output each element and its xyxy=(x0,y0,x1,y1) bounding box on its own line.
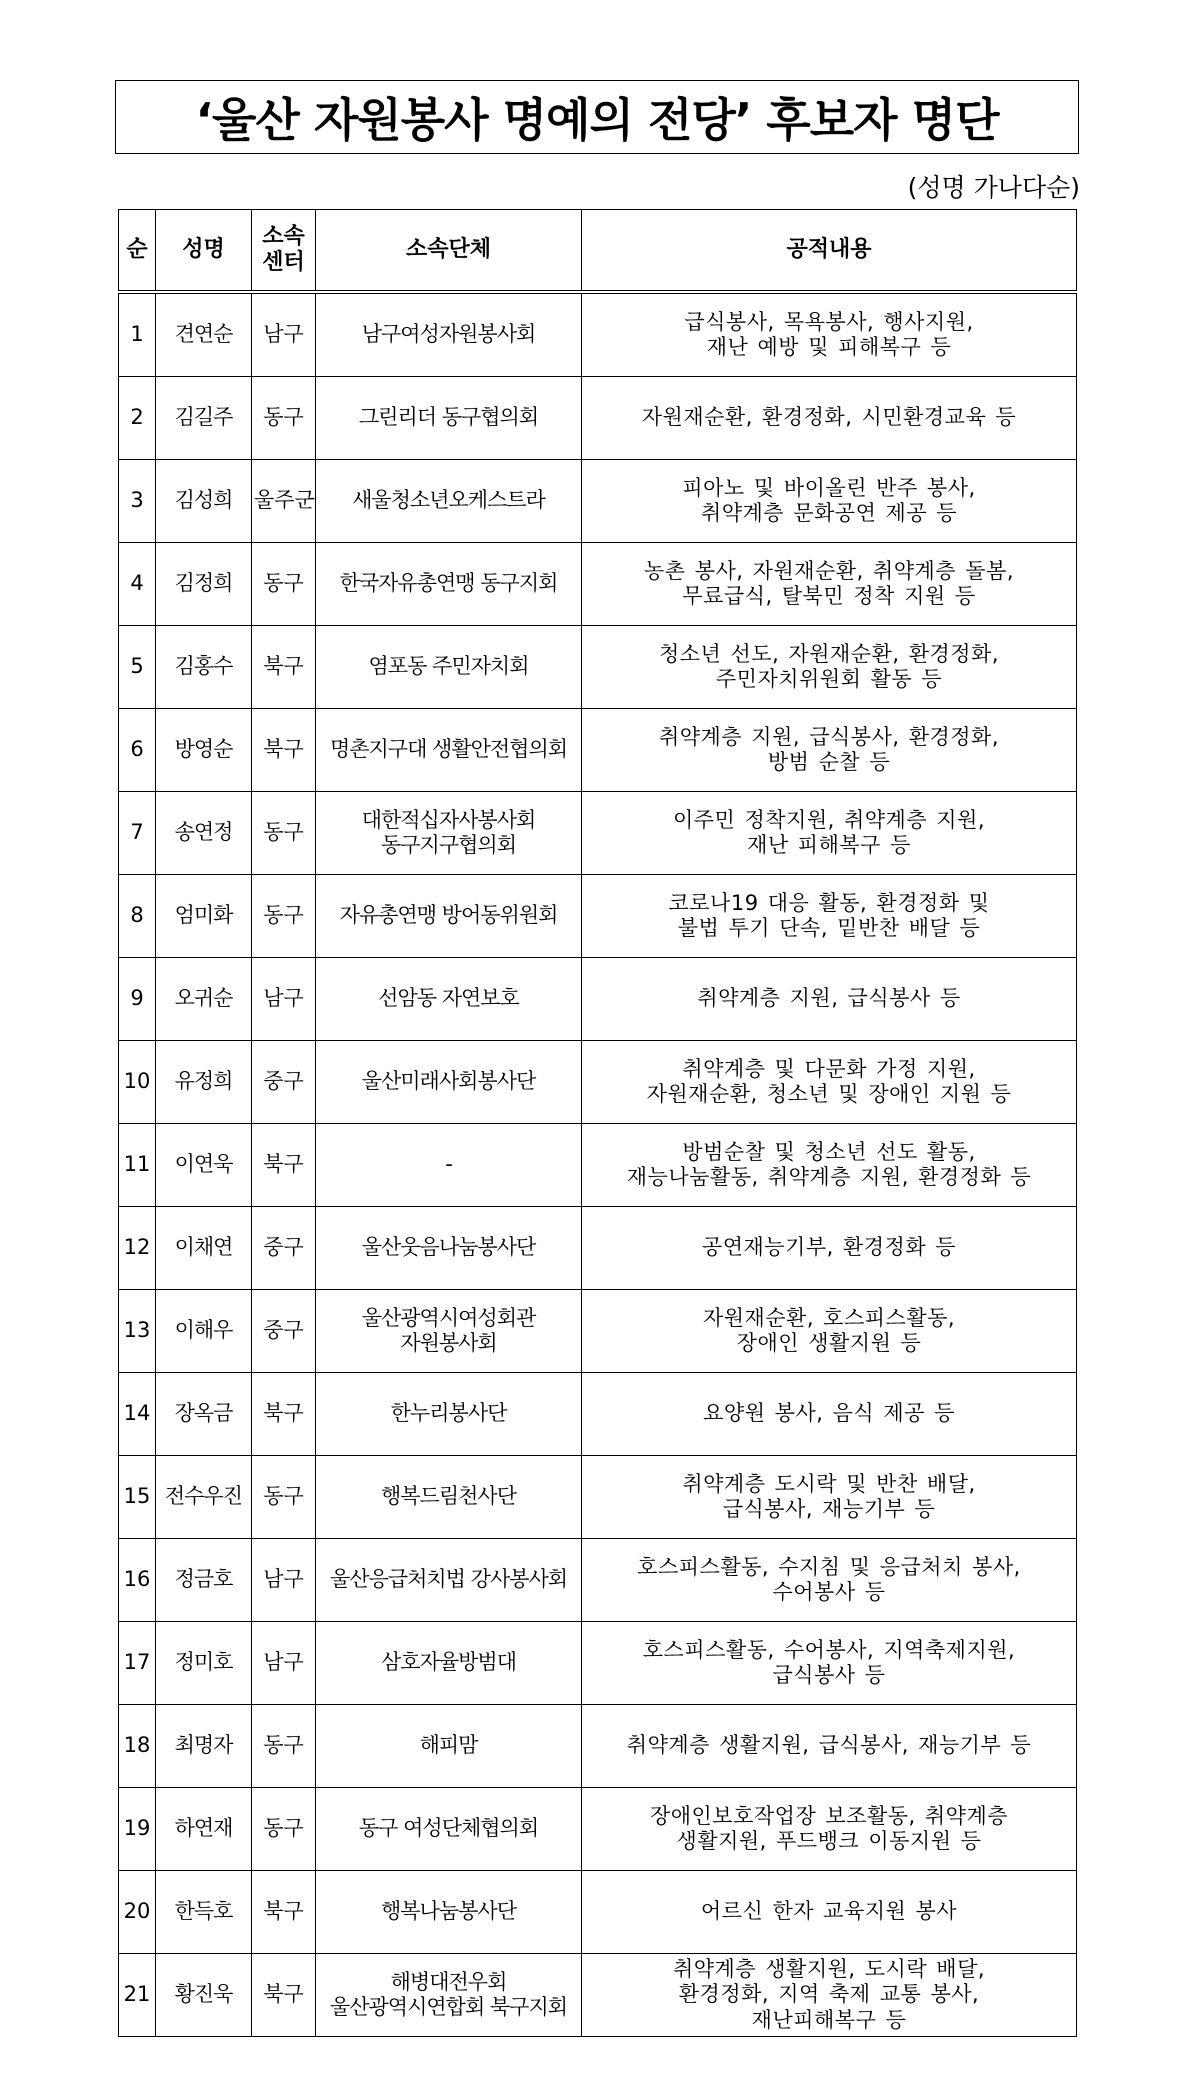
row-no: 18 xyxy=(119,1705,156,1788)
row-org: 울산웃음나눔봉사단 xyxy=(316,1207,582,1290)
row-name: 이연욱 xyxy=(156,1124,252,1207)
row-center: 북구 xyxy=(252,1954,316,2037)
row-org: 울산광역시여성회관 자원봉사회 xyxy=(316,1290,582,1373)
row-org: 동구 여성단체협의회 xyxy=(316,1788,582,1871)
row-merit: 자원재순환, 호스피스활동, 장애인 생활지원 등 xyxy=(582,1290,1077,1373)
row-merit: 자원재순환, 환경정화, 시민환경교육 등 xyxy=(582,377,1077,460)
row-no: 4 xyxy=(119,543,156,626)
document-title: ‘울산 자원봉사 명예의 전당’ 후보자 명단 xyxy=(195,93,999,147)
header-merit: 공적내용 xyxy=(582,210,1077,293)
row-no: 7 xyxy=(119,792,156,875)
row-merit: 요양원 봉사, 음식 제공 등 xyxy=(582,1373,1077,1456)
row-name: 한득호 xyxy=(156,1871,252,1954)
row-no: 15 xyxy=(119,1456,156,1539)
row-org: - xyxy=(316,1124,582,1207)
row-merit: 호스피스활동, 수지침 및 응급처치 봉사, 수어봉사 등 xyxy=(582,1539,1077,1622)
row-no: 11 xyxy=(119,1124,156,1207)
candidate-table xyxy=(118,209,1077,2037)
table-body xyxy=(119,292,1077,2037)
row-org: 행복드림천사단 xyxy=(316,1456,582,1539)
table-row xyxy=(119,958,1077,1041)
row-center: 남구 xyxy=(252,292,316,377)
row-name: 김성희 xyxy=(156,460,252,543)
header-center-line2: 센터 xyxy=(262,250,305,275)
row-center: 북구 xyxy=(252,1124,316,1207)
row-merit: 장애인보호작업장 보조활동, 취약계층 생활지원, 푸드뱅크 이동지원 등 xyxy=(582,1788,1077,1871)
title-box xyxy=(115,80,1079,154)
table-row xyxy=(119,1705,1077,1788)
table-row xyxy=(119,543,1077,626)
header-center xyxy=(252,210,316,293)
header-no: 순 xyxy=(119,210,156,293)
table-row xyxy=(119,1124,1077,1207)
row-center: 동구 xyxy=(252,543,316,626)
table-row xyxy=(119,1207,1077,1290)
row-org: 한누리봉사단 xyxy=(316,1373,582,1456)
row-no: 10 xyxy=(119,1041,156,1124)
row-org: 선암동 자연보호 xyxy=(316,958,582,1041)
row-name: 정금호 xyxy=(156,1539,252,1622)
table-row xyxy=(119,1622,1077,1705)
row-center: 남구 xyxy=(252,1539,316,1622)
row-merit: 청소년 선도, 자원재순환, 환경정화, 주민자치위원회 활동 등 xyxy=(582,626,1077,709)
row-org: 해피맘 xyxy=(316,1705,582,1788)
table-row xyxy=(119,626,1077,709)
sort-note: (성명 가나다순) xyxy=(907,173,1080,202)
row-name: 김길주 xyxy=(156,377,252,460)
row-name: 김정희 xyxy=(156,543,252,626)
row-merit: 취약계층 생활지원, 도시락 배달, 환경정화, 지역 축제 교통 봉사, 재난피해복구 등 xyxy=(582,1954,1077,2037)
row-org: 명촌지구대 생활안전협의회 xyxy=(316,709,582,792)
row-center: 북구 xyxy=(252,626,316,709)
table-row xyxy=(119,1788,1077,1871)
row-name: 장옥금 xyxy=(156,1373,252,1456)
row-no: 5 xyxy=(119,626,156,709)
table-row xyxy=(119,1373,1077,1456)
row-no: 6 xyxy=(119,709,156,792)
row-no: 16 xyxy=(119,1539,156,1622)
row-center: 동구 xyxy=(252,792,316,875)
row-center: 북구 xyxy=(252,1871,316,1954)
row-merit: 급식봉사, 목욕봉사, 행사지원, 재난 예방 및 피해복구 등 xyxy=(582,292,1077,377)
table-row xyxy=(119,460,1077,543)
row-org: 한국자유총연맹 동구지회 xyxy=(316,543,582,626)
row-no: 21 xyxy=(119,1954,156,2037)
row-name: 황진욱 xyxy=(156,1954,252,2037)
row-no: 9 xyxy=(119,958,156,1041)
row-name: 유정희 xyxy=(156,1041,252,1124)
row-merit: 이주민 정착지원, 취약계층 지원, 재난 피해복구 등 xyxy=(582,792,1077,875)
table-row xyxy=(119,709,1077,792)
row-center: 남구 xyxy=(252,1622,316,1705)
row-name: 방영순 xyxy=(156,709,252,792)
row-merit: 농촌 봉사, 자원재순환, 취약계층 돌봄, 무료급식, 탈북민 정착 지원 등 xyxy=(582,543,1077,626)
row-center: 동구 xyxy=(252,1456,316,1539)
row-center: 동구 xyxy=(252,1788,316,1871)
row-center: 동구 xyxy=(252,1705,316,1788)
row-merit: 취약계층 도시락 및 반찬 배달, 급식봉사, 재능기부 등 xyxy=(582,1456,1077,1539)
row-merit: 취약계층 지원, 급식봉사, 환경정화, 방범 순찰 등 xyxy=(582,709,1077,792)
header-center-line1: 소속 xyxy=(262,223,305,249)
row-merit: 코로나19 대응 활동, 환경정화 및 불법 투기 단속, 밑반찬 배달 등 xyxy=(582,875,1077,958)
row-merit: 취약계층 생활지원, 급식봉사, 재능기부 등 xyxy=(582,1705,1077,1788)
header-name: 성명 xyxy=(156,210,252,293)
row-no: 2 xyxy=(119,377,156,460)
row-name: 오귀순 xyxy=(156,958,252,1041)
row-org: 남구여성자원봉사회 xyxy=(316,292,582,377)
row-org: 새울청소년오케스트라 xyxy=(316,460,582,543)
header-org: 소속단체 xyxy=(316,210,582,293)
row-no: 14 xyxy=(119,1373,156,1456)
row-no: 19 xyxy=(119,1788,156,1871)
table-row xyxy=(119,792,1077,875)
row-name: 이채연 xyxy=(156,1207,252,1290)
row-merit: 피아노 및 바이올린 반주 봉사, 취약계층 문화공연 제공 등 xyxy=(582,460,1077,543)
row-name: 이해우 xyxy=(156,1290,252,1373)
row-name: 송연정 xyxy=(156,792,252,875)
table-row xyxy=(119,1041,1077,1124)
row-no: 8 xyxy=(119,875,156,958)
row-org: 울산미래사회봉사단 xyxy=(316,1041,582,1124)
row-org: 울산응급처치법 강사봉사회 xyxy=(316,1539,582,1622)
row-merit: 방범순찰 및 청소년 선도 활동, 재능나눔활동, 취약계층 지원, 환경정화 등 xyxy=(582,1124,1077,1207)
row-center: 북구 xyxy=(252,1373,316,1456)
table-row xyxy=(119,1954,1077,2037)
row-org: 염포동 주민자치회 xyxy=(316,626,582,709)
row-no: 3 xyxy=(119,460,156,543)
row-center: 동구 xyxy=(252,377,316,460)
row-center: 울주군 xyxy=(252,460,316,543)
row-center: 중구 xyxy=(252,1290,316,1373)
table-row xyxy=(119,1456,1077,1539)
row-center: 동구 xyxy=(252,875,316,958)
row-no: 1 xyxy=(119,292,156,377)
row-name: 최명자 xyxy=(156,1705,252,1788)
row-org: 해병대전우회 울산광역시연합회 북구지회 xyxy=(316,1954,582,2037)
row-center: 남구 xyxy=(252,958,316,1041)
row-no: 20 xyxy=(119,1871,156,1954)
row-org: 행복나눔봉사단 xyxy=(316,1871,582,1954)
row-merit: 취약계층 지원, 급식봉사 등 xyxy=(582,958,1077,1041)
row-merit: 어르신 한자 교육지원 봉사 xyxy=(582,1871,1077,1954)
row-center: 중구 xyxy=(252,1207,316,1290)
table-row xyxy=(119,1539,1077,1622)
row-merit: 호스피스활동, 수어봉사, 지역축제지원, 급식봉사 등 xyxy=(582,1622,1077,1705)
row-no: 17 xyxy=(119,1622,156,1705)
table-row xyxy=(119,875,1077,958)
table-row xyxy=(119,377,1077,460)
table-row xyxy=(119,1290,1077,1373)
row-name: 엄미화 xyxy=(156,875,252,958)
row-center: 북구 xyxy=(252,709,316,792)
table-header-row xyxy=(119,210,1077,293)
table-row xyxy=(119,1871,1077,1954)
row-center: 중구 xyxy=(252,1041,316,1124)
row-name: 전수우진 xyxy=(156,1456,252,1539)
row-merit: 취약계층 및 다문화 가정 지원, 자원재순환, 청소년 및 장애인 지원 등 xyxy=(582,1041,1077,1124)
row-org: 그린리더 동구협의회 xyxy=(316,377,582,460)
row-no: 13 xyxy=(119,1290,156,1373)
row-merit: 공연재능기부, 환경정화 등 xyxy=(582,1207,1077,1290)
table-row xyxy=(119,292,1077,377)
row-name: 정미호 xyxy=(156,1622,252,1705)
row-name: 견연순 xyxy=(156,292,252,377)
row-org: 삼호자율방범대 xyxy=(316,1622,582,1705)
row-name: 하연재 xyxy=(156,1788,252,1871)
row-org: 자유총연맹 방어동위원회 xyxy=(316,875,582,958)
row-org: 대한적십자사봉사회 동구지구협의회 xyxy=(316,792,582,875)
row-name: 김홍수 xyxy=(156,626,252,709)
row-no: 12 xyxy=(119,1207,156,1290)
